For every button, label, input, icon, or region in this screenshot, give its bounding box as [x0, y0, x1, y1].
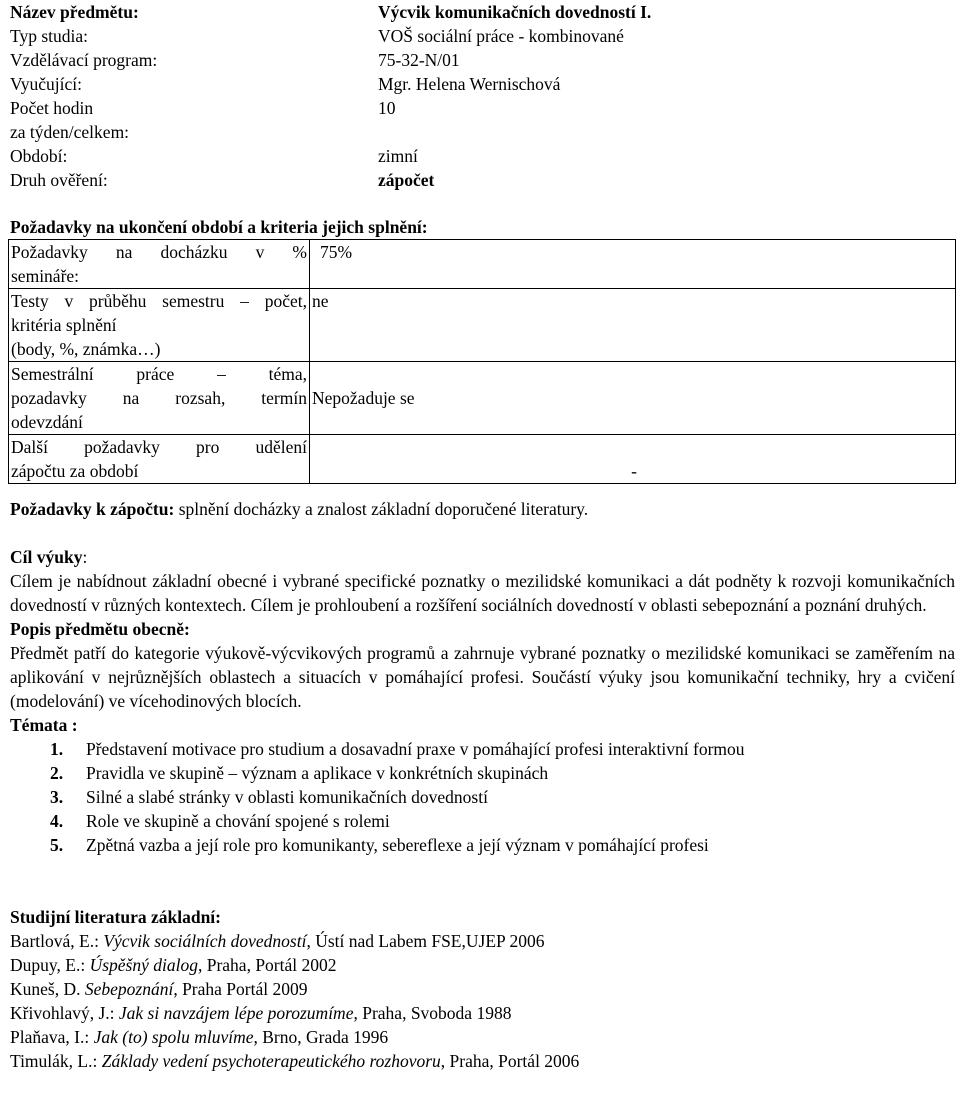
- goal-label: Cíl výuky: [10, 547, 83, 567]
- header-key: za týden/celkem:: [10, 122, 130, 142]
- header-key: Název předmětu:: [10, 2, 139, 22]
- value-text: Nepožaduje se: [312, 388, 415, 408]
- requirement-value: [310, 435, 956, 484]
- zapocet-text: splnění docházky a znalost základní doporučené literatury.: [174, 499, 589, 519]
- header-value: zápočet: [378, 170, 435, 190]
- lit-title: Výcvik sociálních dovedností: [103, 931, 307, 951]
- label-line: odevzdání: [11, 412, 83, 432]
- header-key: Počet hodin: [10, 98, 94, 118]
- header-row-verification: [10, 168, 955, 192]
- lit-publisher: , Praha, Svoboda 1988: [353, 1003, 512, 1023]
- description-heading: Popis předmětu obecně:: [10, 619, 190, 639]
- lit-author: Plaňava, I.:: [10, 1027, 94, 1047]
- lit-title: Základy vedení psychoterapeutického rozhovoru: [101, 1051, 441, 1071]
- list-item: [10, 809, 955, 833]
- goal-colon: :: [82, 547, 88, 567]
- header-key: Vzdělávací program:: [10, 50, 158, 70]
- lit-author: Křivohlavý, J.:: [10, 1003, 119, 1023]
- lit-title: Jak si navzájem lépe porozumíme: [118, 1003, 354, 1023]
- goal-heading: [10, 545, 955, 569]
- document-page: [10, 0, 955, 1073]
- header-key: Typ studia:: [10, 26, 89, 46]
- label-line: semináře:: [11, 266, 80, 286]
- list-item: [10, 737, 955, 761]
- list-item: [10, 953, 955, 977]
- lit-title: Sebepoznání: [84, 979, 174, 999]
- header-row-study-type: [10, 24, 955, 48]
- header-key: Vyučující:: [10, 74, 82, 94]
- requirement-value: [310, 240, 956, 289]
- lit-title: Úspěšný dialog: [89, 955, 198, 975]
- topics-heading: Témata :: [10, 715, 78, 735]
- item-number: 1.: [50, 739, 64, 759]
- goal-text: Cílem je nabídnout základní obecné i vybrané specifické poznatky o mezilidské komunikaci a dát podněty k rozvoji komunikačních dovedností v různých kontextech. Cílem je prohloubení a rozšíření sociálních dovedností v oblasti sebepoznání a poznání druhých.: [10, 571, 955, 615]
- header-row-program: [10, 48, 955, 72]
- lit-publisher: , Praha, Portál 2002: [197, 955, 337, 975]
- label-line: Požadavky na docházku v %: [11, 242, 307, 262]
- topics-list: [10, 737, 955, 857]
- lit-title: Jak (to) spolu mluvíme: [93, 1027, 254, 1047]
- value-text: 75%: [320, 242, 353, 262]
- lit-publisher: , Praha Portál 2009: [173, 979, 308, 999]
- zapocet-requirements: [10, 497, 955, 521]
- header-row-hours-2: [10, 120, 955, 144]
- description-text: Předmět patří do kategorie výukově-výcvikových programů a zahrnuje vybrané poznatky o mezilidské komunikaci se zaměřením na aplikování v nejrůznějších oblastech a situacích v pomáhající profesi. Součástí výuky jsou komunikační techniky, hry a cvičení (modelování) ve vícehodinových blocích.: [10, 643, 955, 711]
- header-row-course: [10, 0, 955, 24]
- requirement-label: [9, 362, 310, 435]
- label-line: (body, %, známka…): [11, 339, 161, 359]
- literature-heading: Studijní literatura základní:: [10, 907, 221, 927]
- lit-author: Bartlová, E.:: [10, 931, 104, 951]
- item-text: Představení motivace pro studium a dosavadní praxe v pomáhající profesi interaktivní formou: [86, 739, 745, 759]
- label-line: pozadavky na rozsah, termín: [11, 388, 307, 408]
- list-item: [10, 977, 955, 1001]
- list-item: [10, 785, 955, 809]
- requirement-label: [9, 240, 310, 289]
- header-value: 10: [378, 98, 396, 118]
- requirement-value: [310, 362, 956, 435]
- table-row: [9, 435, 956, 484]
- header-value: VOŠ sociální práce - kombinované: [378, 26, 624, 46]
- lit-publisher: , Praha, Portál 2006: [440, 1051, 580, 1071]
- item-number: 2.: [50, 763, 64, 783]
- requirement-label: [9, 435, 310, 484]
- header-key: Druh ověření:: [10, 170, 108, 190]
- list-item: [10, 1001, 955, 1025]
- literature-list: [10, 929, 955, 1073]
- item-text: Role ve skupině a chování spojené s rolemi: [86, 811, 390, 831]
- item-text: Pravidla ve skupině – význam a aplikace v konkrétních skupinách: [86, 763, 549, 783]
- lit-author: Timulák, L.:: [10, 1051, 102, 1071]
- item-text: Silné a slabé stránky v oblasti komunikačních dovedností: [86, 787, 488, 807]
- header-value: Mgr. Helena Wernischová: [378, 74, 561, 94]
- requirement-label: [9, 289, 310, 362]
- label-line: Semestrální práce – téma,: [11, 364, 307, 384]
- lit-publisher: , Ústí nad Labem FSE,UJEP 2006: [306, 931, 545, 951]
- list-item: [10, 833, 955, 857]
- header-block: [10, 0, 955, 192]
- table-row: [9, 289, 956, 362]
- zapocet-label: Požadavky k zápočtu:: [10, 499, 175, 519]
- lit-author: Kuneš, D.: [10, 979, 85, 999]
- label-line: kritéria splnění: [11, 315, 117, 335]
- requirement-value: [310, 289, 956, 362]
- list-item: [10, 761, 955, 785]
- header-row-period: [10, 144, 955, 168]
- list-item: [10, 1049, 955, 1073]
- item-number: 4.: [50, 811, 64, 831]
- table-row: [9, 240, 956, 289]
- header-value: Výcvik komunikačních dovedností I.: [378, 2, 652, 22]
- item-number: 5.: [50, 835, 64, 855]
- item-number: 3.: [50, 787, 64, 807]
- lit-publisher: , Brno, Grada 1996: [253, 1027, 389, 1047]
- requirements-heading: Požadavky na ukončení období a kriteria jejich splnění:: [10, 217, 428, 237]
- header-row-teacher: [10, 72, 955, 96]
- header-key: Období:: [10, 146, 68, 166]
- list-item: [10, 929, 955, 953]
- item-text: Zpětná vazba a její role pro komunikanty, sebereflexe a její význam v pomáhající profesi: [86, 835, 709, 855]
- label-line: Testy v průběhu semestru – počet,: [11, 291, 307, 311]
- header-value: zimní: [378, 146, 418, 166]
- label-line: Další požadavky pro udělení: [11, 437, 307, 457]
- label-line: zápočtu za období: [11, 461, 139, 481]
- value-text: ne: [312, 291, 329, 311]
- header-row-hours: [10, 96, 955, 120]
- value-text: -: [631, 461, 637, 481]
- list-item: [10, 1025, 955, 1049]
- lit-author: Dupuy, E.:: [10, 955, 90, 975]
- header-value: 75-32-N/01: [378, 50, 460, 70]
- table-row: [9, 362, 956, 435]
- requirements-table: [8, 239, 956, 484]
